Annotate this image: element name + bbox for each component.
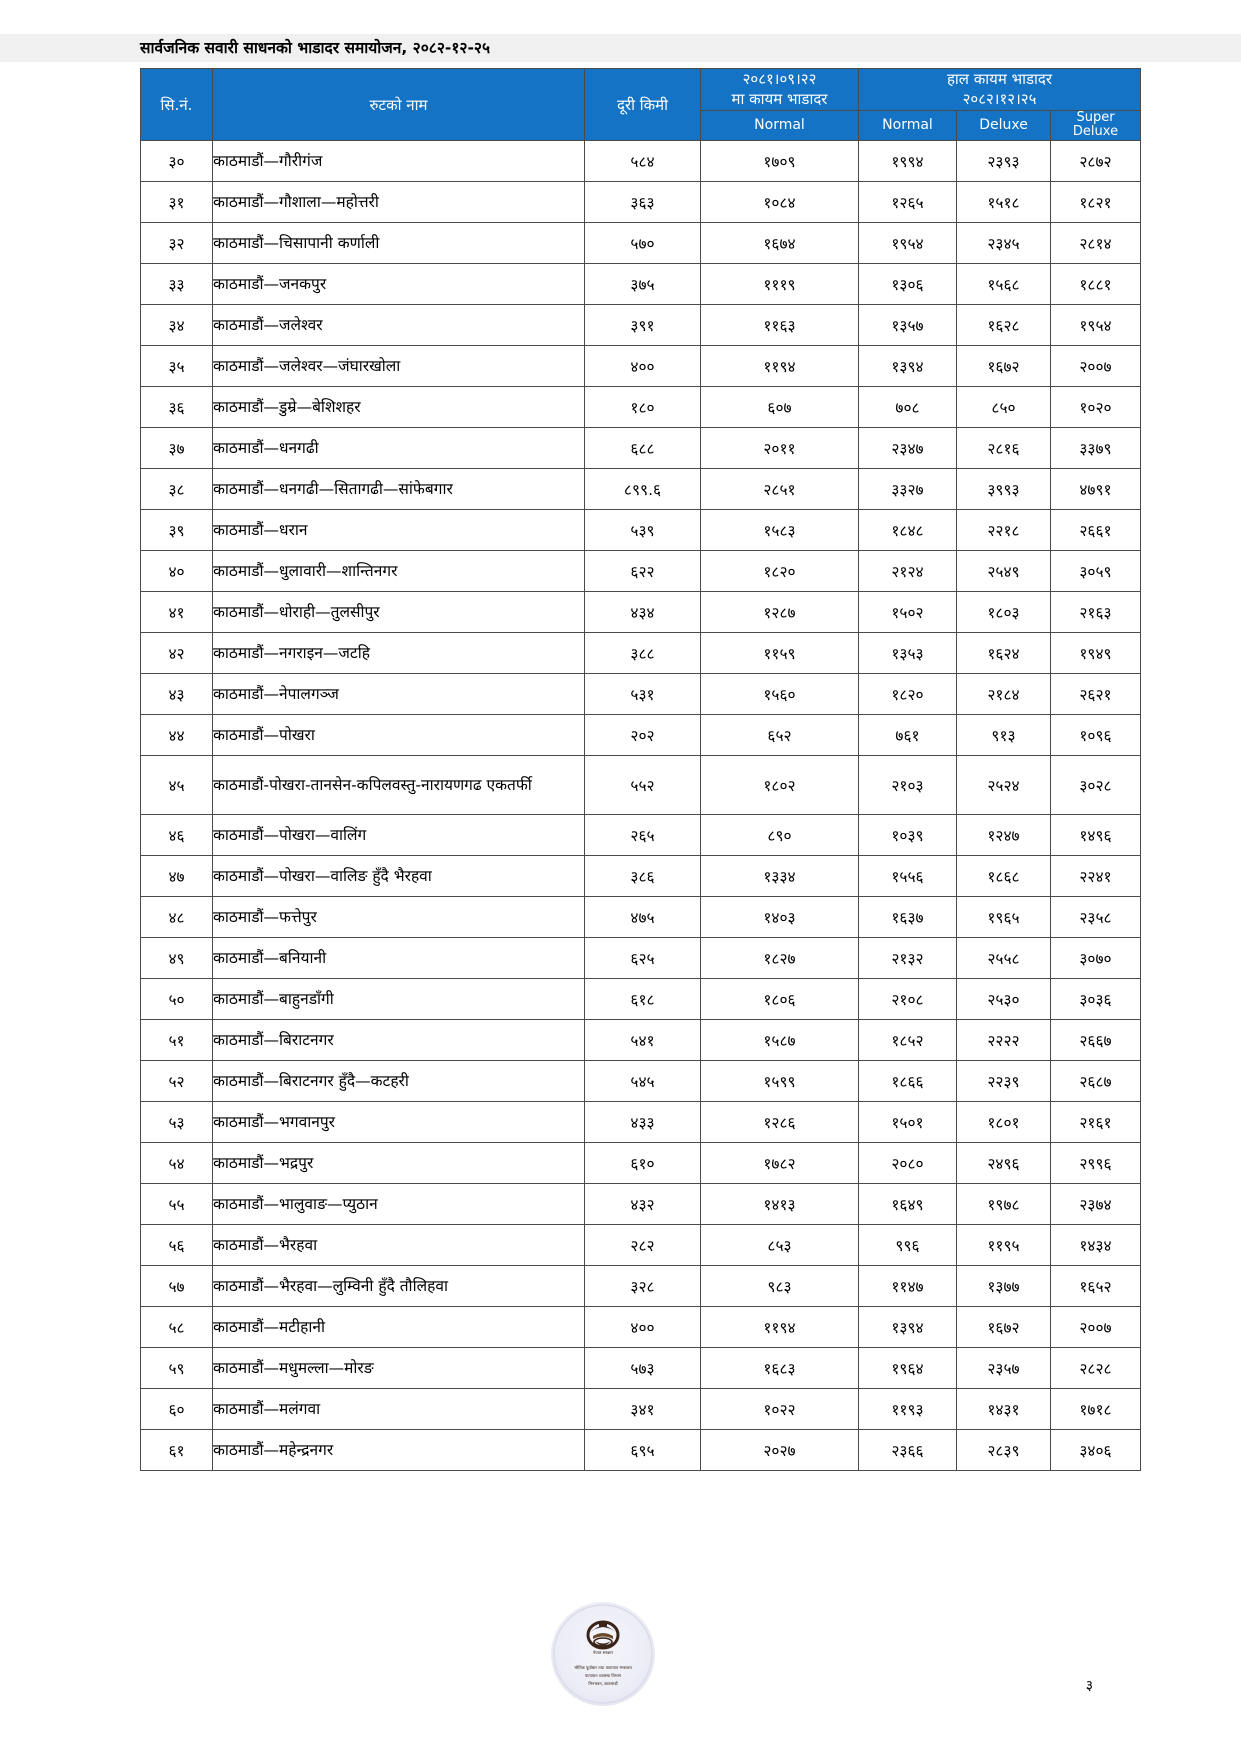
cell-route-name: काठमाडौं—पोखरा [213, 715, 585, 756]
cell-old-normal-fare: ६०७ [701, 387, 859, 428]
cell-deluxe-fare: ३९९३ [957, 469, 1051, 510]
table-row [141, 428, 1141, 469]
table-row [141, 182, 1141, 223]
cell-distance-km: ५४१ [585, 1020, 701, 1061]
cell-super-deluxe-fare: ३०७० [1051, 938, 1141, 979]
cell-route-name: काठमाडौं—धुलावारी—शान्तिनगर [213, 551, 585, 592]
cell-old-normal-fare: १८०६ [701, 979, 859, 1020]
cell-normal-fare: १३५७ [859, 305, 957, 346]
cell-distance-km: २६५ [585, 815, 701, 856]
cell-super-deluxe-fare: २१६३ [1051, 592, 1141, 633]
cell-super-deluxe-fare: १४३४ [1051, 1225, 1141, 1266]
header-row-top [141, 69, 1141, 111]
cell-old-normal-fare: १८२० [701, 551, 859, 592]
cell-deluxe-fare: २५२४ [957, 756, 1051, 815]
cell-distance-km: ३४१ [585, 1389, 701, 1430]
cell-distance-km: ८९९.६ [585, 469, 701, 510]
cell-serial-number: ३४ [141, 305, 213, 346]
cell-distance-km: ४३३ [585, 1102, 701, 1143]
cell-serial-number: ३८ [141, 469, 213, 510]
cell-serial-number: ३० [141, 141, 213, 182]
cell-serial-number: ५५ [141, 1184, 213, 1225]
cell-super-deluxe-fare: २६६७ [1051, 1020, 1141, 1061]
header-new-super-deluxe [1051, 110, 1141, 141]
svg-text:भौतिक पूर्वाधार तथा यातायात मन: भौतिक पूर्वाधार तथा यातायात मन्त्रालय [574, 1665, 632, 1670]
cell-distance-km: ६२५ [585, 938, 701, 979]
cell-deluxe-fare: २८१६ [957, 428, 1051, 469]
cell-super-deluxe-fare: २२४१ [1051, 856, 1141, 897]
cell-old-normal-fare: १२८७ [701, 592, 859, 633]
header-new-fare-group [859, 69, 1141, 111]
cell-super-deluxe-fare: ३०५९ [1051, 551, 1141, 592]
cell-normal-fare: १९५४ [859, 223, 957, 264]
cell-deluxe-fare: २८३९ [957, 1430, 1051, 1471]
cell-super-deluxe-fare: १०९६ [1051, 715, 1141, 756]
cell-old-normal-fare: १६७४ [701, 223, 859, 264]
header-distance-km: दूरी किमी [585, 69, 701, 141]
cell-distance-km: २८२ [585, 1225, 701, 1266]
cell-route-name: काठमाडौं—मटीहानी [213, 1307, 585, 1348]
cell-old-normal-fare: १४१३ [701, 1184, 859, 1225]
cell-super-deluxe-fare: १६५२ [1051, 1266, 1141, 1307]
cell-deluxe-fare: १२४७ [957, 815, 1051, 856]
cell-serial-number: ५० [141, 979, 213, 1020]
header-super-deluxe-line2: Deluxe [1072, 124, 1119, 140]
cell-distance-km: ६२२ [585, 551, 701, 592]
cell-normal-fare: २०८० [859, 1143, 957, 1184]
cell-old-normal-fare: १८२७ [701, 938, 859, 979]
header-old-normal: Normal [701, 110, 859, 141]
cell-deluxe-fare: १६२८ [957, 305, 1051, 346]
cell-deluxe-fare: १९७८ [957, 1184, 1051, 1225]
table-row [141, 1020, 1141, 1061]
cell-old-normal-fare: १५८३ [701, 510, 859, 551]
cell-super-deluxe-fare: १४९६ [1051, 815, 1141, 856]
cell-route-name: काठमाडौं—महेन्द्रनगर [213, 1430, 585, 1471]
cell-route-name: काठमाडौं—धनगढी [213, 428, 585, 469]
cell-route-name: काठमाडौं—डुम्रे—बेशिशहर [213, 387, 585, 428]
cell-route-name: काठमाडौं—गौशाला—महोत्तरी [213, 182, 585, 223]
cell-normal-fare: २१३२ [859, 938, 957, 979]
cell-route-name: काठमाडौं—बनियानी [213, 938, 585, 979]
cell-serial-number: ४८ [141, 897, 213, 938]
cell-normal-fare: १५०१ [859, 1102, 957, 1143]
cell-super-deluxe-fare: ४७९१ [1051, 469, 1141, 510]
cell-deluxe-fare: २३४५ [957, 223, 1051, 264]
cell-old-normal-fare: १११९ [701, 264, 859, 305]
cell-super-deluxe-fare: २००७ [1051, 346, 1141, 387]
cell-distance-km: ४३२ [585, 1184, 701, 1225]
cell-distance-km: ६१८ [585, 979, 701, 1020]
cell-deluxe-fare: २५५८ [957, 938, 1051, 979]
table-row [141, 1061, 1141, 1102]
cell-deluxe-fare: ९१३ [957, 715, 1051, 756]
cell-route-name: काठमाडौं—भैरहवा—लुम्विनी हुँदै तौलिहवा [213, 1266, 585, 1307]
table-row [141, 756, 1141, 815]
table-row [141, 1266, 1141, 1307]
cell-super-deluxe-fare: ३४०६ [1051, 1430, 1141, 1471]
cell-deluxe-fare: २३५७ [957, 1348, 1051, 1389]
header-new-normal: Normal [859, 110, 957, 141]
cell-deluxe-fare: १६७२ [957, 346, 1051, 387]
cell-deluxe-fare: १६२४ [957, 633, 1051, 674]
cell-distance-km: ५३९ [585, 510, 701, 551]
table-row [141, 815, 1141, 856]
table-row [141, 551, 1141, 592]
cell-serial-number: ५१ [141, 1020, 213, 1061]
cell-route-name: काठमाडौं—भद्रपुर [213, 1143, 585, 1184]
cell-deluxe-fare: २५३० [957, 979, 1051, 1020]
cell-route-name: काठमाडौं—गौरीगंज [213, 141, 585, 182]
cell-normal-fare: १९६४ [859, 1348, 957, 1389]
cell-distance-km: ३९१ [585, 305, 701, 346]
table-row [141, 979, 1141, 1020]
cell-serial-number: ४९ [141, 938, 213, 979]
cell-deluxe-fare: २५४९ [957, 551, 1051, 592]
table-row [141, 387, 1141, 428]
cell-deluxe-fare: २१८४ [957, 674, 1051, 715]
cell-distance-km: ६९५ [585, 1430, 701, 1471]
cell-normal-fare: २१२४ [859, 551, 957, 592]
cell-old-normal-fare: ८९० [701, 815, 859, 856]
cell-route-name: काठमाडौं—मलंगवा [213, 1389, 585, 1430]
svg-text:मिनभवन, काठमाडौं: मिनभवन, काठमाडौं [588, 1681, 618, 1686]
cell-serial-number: ६१ [141, 1430, 213, 1471]
cell-normal-fare: १३०६ [859, 264, 957, 305]
cell-serial-number: ४१ [141, 592, 213, 633]
header-old-fare-label: मा कायम भाडादर [731, 90, 828, 109]
cell-deluxe-fare: १८६८ [957, 856, 1051, 897]
table-row [141, 633, 1141, 674]
cell-normal-fare: १२६५ [859, 182, 957, 223]
cell-deluxe-fare: ११९५ [957, 1225, 1051, 1266]
cell-old-normal-fare: १७०९ [701, 141, 859, 182]
cell-super-deluxe-fare: २८२८ [1051, 1348, 1141, 1389]
cell-normal-fare: १६३७ [859, 897, 957, 938]
cell-deluxe-fare: ८५० [957, 387, 1051, 428]
cell-serial-number: ५३ [141, 1102, 213, 1143]
cell-distance-km: ५५२ [585, 756, 701, 815]
table-row [141, 305, 1141, 346]
cell-normal-fare: ९९६ [859, 1225, 957, 1266]
table-row [141, 469, 1141, 510]
cell-distance-km: ५८४ [585, 141, 701, 182]
cell-distance-km: ६१० [585, 1143, 701, 1184]
cell-super-deluxe-fare: २६८७ [1051, 1061, 1141, 1102]
table-row [141, 223, 1141, 264]
table-row [141, 510, 1141, 551]
cell-old-normal-fare: ९८३ [701, 1266, 859, 1307]
cell-super-deluxe-fare: १८८१ [1051, 264, 1141, 305]
cell-distance-km: ३८६ [585, 856, 701, 897]
cell-route-name: काठमाडौं—पोखरा—वालिंग [213, 815, 585, 856]
page-title: सार्वजनिक सवारी साधनको भाडादर समायोजन, २०८२-१२-२५ [140, 39, 491, 57]
table-row [141, 938, 1141, 979]
cell-super-deluxe-fare: १९५४ [1051, 305, 1141, 346]
cell-route-name: काठमाडौं—बिराटनगर हुँदै—कटहरी [213, 1061, 585, 1102]
cell-serial-number: ३७ [141, 428, 213, 469]
cell-super-deluxe-fare: १८२१ [1051, 182, 1141, 223]
cell-distance-km: ५७० [585, 223, 701, 264]
cell-route-name: काठमाडौं—पोखरा—वालिङ हुँदै भैरहवा [213, 856, 585, 897]
cell-normal-fare: १६४९ [859, 1184, 957, 1225]
cell-normal-fare: २३४७ [859, 428, 957, 469]
cell-old-normal-fare: ११९४ [701, 346, 859, 387]
cell-old-normal-fare: १७८२ [701, 1143, 859, 1184]
cell-distance-km: ४३४ [585, 592, 701, 633]
cell-normal-fare: २१०३ [859, 756, 957, 815]
cell-normal-fare: ७०८ [859, 387, 957, 428]
table-row [141, 897, 1141, 938]
table-row [141, 674, 1141, 715]
cell-deluxe-fare: १५१८ [957, 182, 1051, 223]
cell-distance-km: ५३१ [585, 674, 701, 715]
cell-distance-km: ५४५ [585, 1061, 701, 1102]
cell-old-normal-fare: ११५९ [701, 633, 859, 674]
fare-table [140, 68, 1141, 1471]
cell-old-normal-fare: १४०३ [701, 897, 859, 938]
cell-route-name: काठमाडौं—बिराटनगर [213, 1020, 585, 1061]
cell-route-name: काठमाडौं—चिसापानी कर्णाली [213, 223, 585, 264]
table-header [141, 69, 1141, 141]
cell-normal-fare: १५०२ [859, 592, 957, 633]
header-new-fare-label: हाल कायम भाडादर [946, 70, 1053, 88]
cell-serial-number: ४६ [141, 815, 213, 856]
cell-super-deluxe-fare: १७१८ [1051, 1389, 1141, 1430]
cell-distance-km: ६८८ [585, 428, 701, 469]
cell-normal-fare: १३५३ [859, 633, 957, 674]
table-row [141, 715, 1141, 756]
seal-emblem-icon [551, 1602, 655, 1706]
cell-normal-fare: १९९४ [859, 141, 957, 182]
cell-serial-number: ५८ [141, 1307, 213, 1348]
cell-serial-number: ५२ [141, 1061, 213, 1102]
header-new-deluxe: Deluxe [957, 110, 1051, 141]
cell-super-deluxe-fare: १९४९ [1051, 633, 1141, 674]
table-row [141, 141, 1141, 182]
cell-route-name: काठमाडौं—नेपालगञ्ज [213, 674, 585, 715]
cell-deluxe-fare: १३७७ [957, 1266, 1051, 1307]
header-super-deluxe-line1: Super [1076, 109, 1115, 125]
cell-old-normal-fare: ६५२ [701, 715, 859, 756]
cell-route-name: काठमाडौं—जलेश्वर [213, 305, 585, 346]
cell-normal-fare: ७६१ [859, 715, 957, 756]
table-row [141, 1184, 1141, 1225]
cell-serial-number: ५४ [141, 1143, 213, 1184]
header-old-fare-group [701, 69, 859, 111]
cell-serial-number: ५९ [141, 1348, 213, 1389]
cell-serial-number: ३६ [141, 387, 213, 428]
page-number: ३ [1085, 1678, 1093, 1694]
header-old-fare-date: २०८१।०९।२२ [742, 70, 817, 88]
cell-super-deluxe-fare: १०२० [1051, 387, 1141, 428]
cell-old-normal-fare: १३३४ [701, 856, 859, 897]
cell-old-normal-fare: २०११ [701, 428, 859, 469]
cell-old-normal-fare: १२८६ [701, 1102, 859, 1143]
cell-distance-km: २०२ [585, 715, 701, 756]
cell-serial-number: ३३ [141, 264, 213, 305]
cell-route-name: काठमाडौं—धरान [213, 510, 585, 551]
cell-normal-fare: १८२० [859, 674, 957, 715]
cell-route-name: काठमाडौं—भैरहवा [213, 1225, 585, 1266]
cell-serial-number: ६० [141, 1389, 213, 1430]
cell-deluxe-fare: १६७२ [957, 1307, 1051, 1348]
cell-super-deluxe-fare: २१६१ [1051, 1102, 1141, 1143]
table-row [141, 346, 1141, 387]
cell-distance-km: ३८८ [585, 633, 701, 674]
cell-distance-km: ५७३ [585, 1348, 701, 1389]
cell-super-deluxe-fare: २३५८ [1051, 897, 1141, 938]
cell-super-deluxe-fare: २८७२ [1051, 141, 1141, 182]
cell-route-name: काठमाडौं—जलेश्वर—जंघारखोला [213, 346, 585, 387]
cell-normal-fare: १८६६ [859, 1061, 957, 1102]
cell-old-normal-fare: १६८३ [701, 1348, 859, 1389]
government-seal [551, 1602, 655, 1706]
cell-normal-fare: १८४८ [859, 510, 957, 551]
cell-deluxe-fare: २३९३ [957, 141, 1051, 182]
cell-serial-number: ५७ [141, 1266, 213, 1307]
cell-serial-number: ४२ [141, 633, 213, 674]
cell-super-deluxe-fare: २८१४ [1051, 223, 1141, 264]
cell-super-deluxe-fare: २००७ [1051, 1307, 1141, 1348]
cell-old-normal-fare: १५९९ [701, 1061, 859, 1102]
header-route-name: रुटको नाम [213, 69, 585, 141]
cell-old-normal-fare: १०२२ [701, 1389, 859, 1430]
cell-deluxe-fare: १५६८ [957, 264, 1051, 305]
cell-distance-km: ३६३ [585, 182, 701, 223]
cell-route-name: काठमाडौं—बाहुनडाँगी [213, 979, 585, 1020]
cell-deluxe-fare: १८०३ [957, 592, 1051, 633]
cell-normal-fare: २१०८ [859, 979, 957, 1020]
cell-old-normal-fare: २८५१ [701, 469, 859, 510]
cell-super-deluxe-fare: २९९६ [1051, 1143, 1141, 1184]
table-body [141, 141, 1141, 1471]
cell-super-deluxe-fare: ३३७९ [1051, 428, 1141, 469]
cell-normal-fare: १८५२ [859, 1020, 957, 1061]
cell-normal-fare: ११४७ [859, 1266, 957, 1307]
table-row [141, 264, 1141, 305]
table-row [141, 1225, 1141, 1266]
cell-old-normal-fare: १०८४ [701, 182, 859, 223]
fare-table-container [140, 68, 1140, 1471]
table-row [141, 592, 1141, 633]
cell-serial-number: ४३ [141, 674, 213, 715]
cell-super-deluxe-fare: ३०३६ [1051, 979, 1141, 1020]
cell-distance-km: १८० [585, 387, 701, 428]
cell-deluxe-fare: २२३९ [957, 1061, 1051, 1102]
cell-serial-number: ३२ [141, 223, 213, 264]
cell-normal-fare: १५५६ [859, 856, 957, 897]
cell-deluxe-fare: १८०१ [957, 1102, 1051, 1143]
cell-serial-number: ४७ [141, 856, 213, 897]
cell-normal-fare: १०३९ [859, 815, 957, 856]
header-new-fare-date: २०८२।१२।२५ [962, 90, 1037, 109]
cell-deluxe-fare: २२२२ [957, 1020, 1051, 1061]
cell-route-name: काठमाडौं—नगराइन—जटहि [213, 633, 585, 674]
cell-route-name: काठमाडौं—जनकपुर [213, 264, 585, 305]
cell-old-normal-fare: १५८७ [701, 1020, 859, 1061]
cell-route-name: काठमाडौं—भगवानपुर [213, 1102, 585, 1143]
cell-old-normal-fare: १५६० [701, 674, 859, 715]
cell-route-name: काठमाडौं—धोराही—तुलसीपुर [213, 592, 585, 633]
cell-serial-number: ५६ [141, 1225, 213, 1266]
cell-normal-fare: २३६६ [859, 1430, 957, 1471]
cell-deluxe-fare: २२१८ [957, 510, 1051, 551]
cell-normal-fare: ३३२७ [859, 469, 957, 510]
cell-super-deluxe-fare: २६२१ [1051, 674, 1141, 715]
cell-old-normal-fare: ११६३ [701, 305, 859, 346]
cell-normal-fare: १३९४ [859, 346, 957, 387]
table-row [141, 1389, 1141, 1430]
cell-normal-fare: ११९३ [859, 1389, 957, 1430]
cell-serial-number: ३१ [141, 182, 213, 223]
cell-deluxe-fare: १४३१ [957, 1389, 1051, 1430]
svg-text:नेपाल सरकार: नेपाल सरकार [592, 1650, 614, 1655]
cell-super-deluxe-fare: २६६१ [1051, 510, 1141, 551]
cell-route-name: काठमाडौं—फत्तेपुर [213, 897, 585, 938]
cell-serial-number: ३९ [141, 510, 213, 551]
cell-serial-number: ३५ [141, 346, 213, 387]
cell-route-name: काठमाडौं—धनगढी—सितागढी—सांफेबगार [213, 469, 585, 510]
table-row [141, 856, 1141, 897]
cell-super-deluxe-fare: २३७४ [1051, 1184, 1141, 1225]
cell-old-normal-fare: ११९४ [701, 1307, 859, 1348]
cell-route-name: काठमाडौं—भालुवाङ—प्युठान [213, 1184, 585, 1225]
cell-normal-fare: १३९४ [859, 1307, 957, 1348]
cell-distance-km: ४७५ [585, 897, 701, 938]
svg-text:यातायात व्यवस्था विभाग: यातायात व्यवस्था विभाग [584, 1673, 622, 1678]
header-serial-number: सि.नं. [141, 69, 213, 141]
cell-super-deluxe-fare: ३०२८ [1051, 756, 1141, 815]
table-row [141, 1348, 1141, 1389]
cell-serial-number: ४४ [141, 715, 213, 756]
cell-serial-number: ४५ [141, 756, 213, 815]
cell-route-name: काठमाडौं-पोखरा-तानसेन-कपिलवस्तु-नारायणगढ एकतर्फी [213, 756, 585, 815]
cell-distance-km: ३७५ [585, 264, 701, 305]
table-row [141, 1307, 1141, 1348]
cell-old-normal-fare: १८०२ [701, 756, 859, 815]
table-row [141, 1102, 1141, 1143]
cell-old-normal-fare: २०२७ [701, 1430, 859, 1471]
table-row [141, 1143, 1141, 1184]
cell-distance-km: ४०० [585, 346, 701, 387]
cell-old-normal-fare: ८५३ [701, 1225, 859, 1266]
table-row [141, 1430, 1141, 1471]
cell-serial-number: ४० [141, 551, 213, 592]
cell-deluxe-fare: २४९६ [957, 1143, 1051, 1184]
cell-distance-km: ४०० [585, 1307, 701, 1348]
cell-distance-km: ३२८ [585, 1266, 701, 1307]
cell-deluxe-fare: १९६५ [957, 897, 1051, 938]
cell-route-name: काठमाडौं—मधुमल्ला—मोरङ [213, 1348, 585, 1389]
